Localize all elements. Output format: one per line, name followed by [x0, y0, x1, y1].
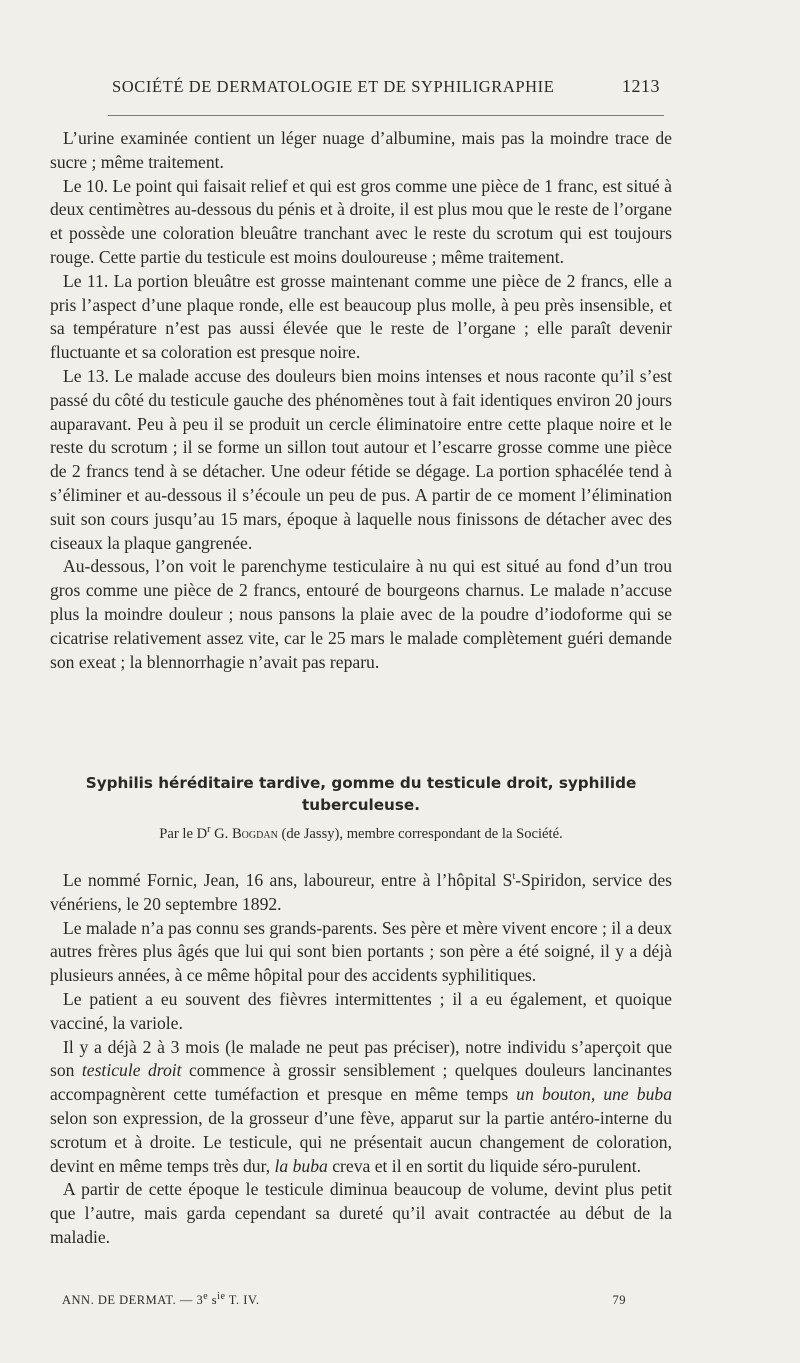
paragraph: Au-dessous, l’on voit le parenchyme testiculaire à nu qui est situé au fond d’un trou gros comme une pièce de 2 francs, entouré de bourgeons charnus. Le malade n’accuse plus la moindre douleur ; nous pansons la plaie avec de la poudre d’iodoforme qui se cicatrise relativement assez vite, car le 25 mars le malade complètement guéri demande son exeat ; la blennorrhagie n’avait pas reparu.	[50, 556, 672, 672]
page-number: 1213	[622, 76, 660, 96]
text-run: Le nommé Fornic, Jean, 16 ans, laboureur, entre à l’hôpital S	[63, 870, 513, 890]
paragraph: Le 11. La portion bleuâtre est grosse maintenant comme une pièce de 2 francs, elle a pris l’aspect d’une plaque ronde, elle est beaucoup plus molle, à peu près insensible, et sa température n’est pas aussi élevée que le reste de l’organe ; elle paraît devenir fluctuante et sa coloration est presque noire.	[50, 270, 672, 363]
paragraph: Le patient a eu souvent des fièvres intermittentes ; il a eu également, et quoique vacciné, la variole.	[50, 988, 672, 1033]
article-title: Syphilis héréditaire tardive, gomme du testicule droit, syphilide tuberculeuse.	[85, 774, 637, 814]
running-title: SOCIÉTÉ DE DERMATOLOGIE ET DE SYPHILIGRAPHIE	[112, 77, 555, 96]
byline-prefix: Par le D	[159, 826, 208, 842]
author-name: G. Bogdan	[214, 826, 278, 842]
journal-reference	[62, 1290, 260, 1308]
paragraph: Le 10. Le point qui faisait relief et qui est gros comme une pièce de 1 franc, est situé à deux centimètres au-dessous du pénis et à droite, il est plus mou que le reste de l’organe et possède une coloration bleuâtre tranchant avec le reste du scrotum qui est toujours rouge. Cette partie du testicule est moins douloureuse ; même traitement.	[50, 175, 672, 267]
section-1-text	[50, 127, 672, 674]
italic-run: la buba	[274, 1155, 328, 1176]
header-rule	[108, 115, 664, 116]
footer-run: T. IV.	[225, 1293, 260, 1307]
text-sup: t	[512, 871, 516, 883]
running-header	[112, 76, 660, 97]
paragraph	[50, 1036, 672, 1179]
footer-run: s	[208, 1293, 218, 1307]
text-run: -Spiridon, service des vénériens, le 20 septembre 1892.	[50, 870, 672, 914]
section-2-text	[50, 869, 672, 1250]
text-run: creva et il en sortit du liquide séro-purulent.	[327, 1155, 642, 1176]
italic-run: testicule droit	[81, 1060, 182, 1081]
footer-sup: ie	[217, 1290, 226, 1302]
article-byline	[50, 824, 672, 844]
text-run: selon son expression, de la grosseur d’une fève, apparut sur la partie antéro-interne du scrotum et à droite. Le testicule, qui ne présentait aucun changement de coloration, devint en même temps très dur,	[50, 1107, 672, 1176]
footer-sup: e	[203, 1290, 209, 1302]
byline-sup: r	[207, 824, 211, 836]
signature-number: 79	[612, 1293, 626, 1307]
text-run: Il y a déjà 2 à 3 mois (le malade ne peut pas préciser), notre individu s’aperçoit que son	[50, 1036, 672, 1081]
paragraph: L’urine examinée contient un léger nuage d’albumine, mais pas la moindre trace de sucre ; même traitement.	[50, 128, 672, 172]
italic-run: un bouton, une buba	[516, 1084, 672, 1105]
paragraph: Le malade n’a pas connu ses grands-parents. Ses père et mère vivent encore ; il a deux autres frères plus âgés que lui qui sont bien portants ; son père a été soigné, il y a déjà plusieurs années, à ce même hôpital pour des accidents syphilitiques.	[50, 917, 672, 986]
text-run: commence à grossir sensiblement ; quelques douleurs lancinantes accompagnèrent cette tuméfaction et presque en même temps	[50, 1060, 672, 1105]
paragraph	[50, 869, 672, 917]
page-footer	[62, 1290, 626, 1308]
byline-rest: (de Jassy), membre correspondant de la Société.	[281, 826, 563, 842]
paragraph: A partir de cette époque le testicule diminua beaucoup de volume, devint plus petit que l’autre, mais garda cependant sa dureté qu’il avait contractée au début de la maladie.	[50, 1179, 672, 1247]
footer-run: ANN. DE DERMAT. — 3	[62, 1293, 204, 1307]
paragraph: Le 13. Le malade accuse des douleurs bien moins intenses et nous raconte qu’il s’est passé du côté du testicule gauche des phénomènes tout à fait identiques environ 20 jours auparavant. Peu à peu il se produit un cercle éliminatoire entre cette plaque noire et le reste du scrotum ; il se forme un sillon tout autour et l’escarre grosse comme une pièce de 2 francs tend à se détacher. Une odeur fétide se dégage. La portion sphacélée tend à s’éliminer et au-dessous il s’écoule un peu de pus. A partir de ce moment l’élimination suit son cours jusqu’au 15 mars, époque à laquelle nous finissons de détacher avec des ciseaux la plaque gangrenée.	[50, 365, 672, 553]
